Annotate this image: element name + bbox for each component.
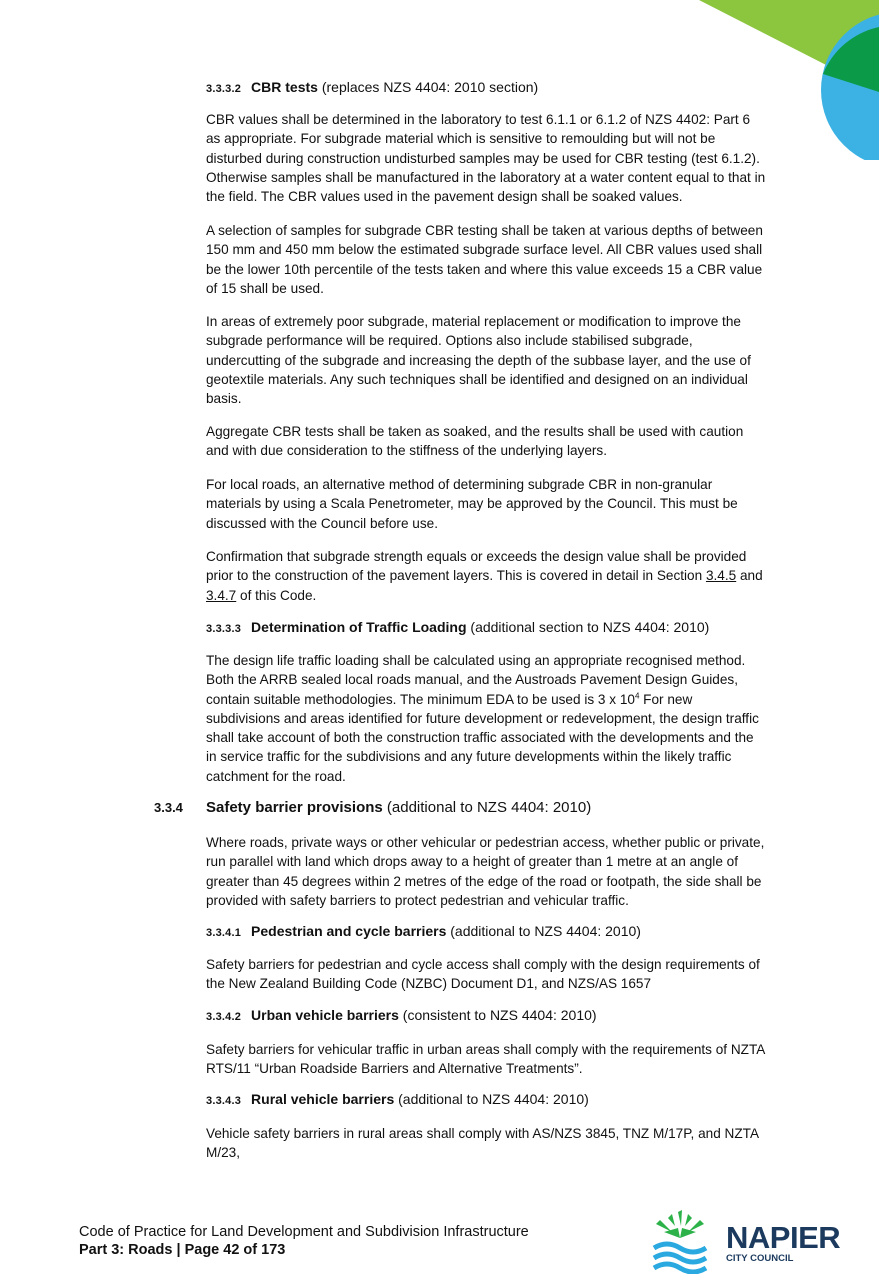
section-note: (additional section to NZS 4404: 2010) (470, 619, 710, 635)
section-link-3-4-5[interactable]: 3.4.5 (705, 568, 737, 584)
section-note: (additional to NZS 4404: 2010) (450, 923, 641, 939)
leaf-shape (680, 1228, 696, 1238)
superscript: 4 (634, 691, 640, 701)
section-title: Pedestrian and cycle barriers (251, 923, 447, 939)
napier-logo-text (726, 1222, 840, 1265)
text-line: CBR values shall be determined in the laboratory to test 6.1.1 or 6.1.2 of NZS 4402: Part 6 (206, 112, 751, 127)
text-run: prior to the construction of the pavement layers. This is covered in detail in Section (206, 568, 706, 584)
paragraph-urban-barriers (206, 1040, 806, 1079)
heading-3-3-4-3 (206, 1090, 589, 1110)
paragraph-traffic-loading (206, 651, 806, 786)
section-number: 3.3.4.1 (206, 927, 242, 939)
text-line: geotextile materials. Any such techniques shall be identified and designed on an individual (206, 371, 748, 387)
text-line: Safety barriers for pedestrian and cycle access shall comply with the design requirements of (206, 957, 760, 972)
paragraph-cbr-values (206, 110, 806, 206)
paragraph-pedestrian-barriers (206, 955, 806, 994)
leaf-shape (664, 1228, 680, 1238)
paragraph-rural-barriers (206, 1124, 806, 1163)
wave-shape (654, 1254, 706, 1262)
leaf-shape (678, 1210, 682, 1226)
text-line: disturbed during construction undisturbed samples may be used for CBR testing (test 6.1.2). (206, 150, 760, 166)
text-line: 150 mm and 450 mm below the estimated subgrade surface level. All CBR values used shall (206, 242, 763, 258)
leaf-shape (685, 1214, 692, 1226)
text-line: the field. The CBR values used in the pavement design shall be soaked values. (206, 189, 683, 205)
text-line: Vehicle safety barriers in rural areas shall comply with AS/NZS 3845, TNZ M/17P, and NZTA (206, 1126, 760, 1141)
section-link-3-4-7[interactable]: 3.4.7 (206, 587, 237, 603)
text-line: materials by using a Scala Penetrometer, may be approved by the Council. This must be (206, 496, 738, 512)
text-run: For new (639, 691, 693, 707)
text-line: run parallel with land which drops away to a height of greater than 1 metre at an angle of (206, 854, 738, 870)
text-line: basis. (206, 391, 242, 407)
text-line: and with due consideration to the stiffness of the underlying layers. (206, 443, 608, 459)
text-line: be the lower 10th percentile of the tests taken and where this value exceeds 15 a CBR value (206, 261, 763, 277)
leaf-shape (668, 1214, 675, 1226)
section-number: 3.3.4.2 (206, 1011, 242, 1023)
text-line: M/23, (206, 1145, 240, 1161)
section-title: Safety barrier provisions (206, 799, 383, 816)
section-title: Determination of Traffic Loading (251, 619, 467, 635)
text-line: Where roads, private ways or other vehicular or pedestrian access, whether public or private, (206, 835, 765, 850)
heading-3-3-3-2 (206, 78, 538, 98)
logo-subtitle: CITY COUNCIL (726, 1253, 794, 1264)
text-line: shall take account of both the construction traffic associated with the developments and the (206, 730, 754, 746)
text-line: catchment for the road. (206, 768, 346, 784)
section-note: (additional to NZS 4404: 2010) (386, 799, 592, 816)
text-line: provided with safety barriers to protect pedestrian and vehicular traffic. (206, 892, 629, 908)
leaf-shape (656, 1220, 672, 1232)
text-line: A selection of samples for subgrade CBR testing shall be taken at various depths of between (206, 223, 763, 238)
paragraph-poor-subgrade (206, 312, 806, 408)
text-line: Aggregate CBR tests shall be taken as soaked, and the results shall be used with caution (206, 424, 744, 439)
section-title: Rural vehicle barriers (251, 1091, 395, 1107)
text-line: the New Zealand Building Code (NZBC) Document D1, and NZS/AS 1657 (206, 976, 652, 992)
paragraph-local-roads (206, 475, 806, 533)
text-line (206, 586, 806, 605)
leaf-shape (688, 1220, 704, 1232)
text-line: discussed with the Council before use. (206, 515, 438, 531)
text-line: undercutting of the subgrade and increasing the depth of the subbase layer, and the use of (206, 352, 751, 368)
text-line: RTS/11 “Urban Roadside Barriers and Alternative Treatments”. (206, 1061, 583, 1077)
section-number: 3.3.4.3 (206, 1095, 242, 1107)
text-line: subdivisions and areas identified for future development or redevelopment, the design traffic (206, 710, 759, 726)
section-number: 3.3.4 (154, 800, 183, 815)
text-line: subgrade performance will be required. Options also include stabilised subgrade, (206, 333, 693, 349)
text-line (206, 566, 806, 585)
text-line: as appropriate. For subgrade material which is sensitive to remoulding but will not be (206, 131, 716, 147)
page-footer (79, 1223, 529, 1259)
section-number: 3.3.3.3 (206, 623, 242, 635)
section-note: (additional to NZS 4404: 2010) (398, 1091, 589, 1107)
text-line: Both the ARRB sealed local roads manual, and the Austroads Pavement Design Guides, (206, 672, 738, 688)
text-line: Safety barriers for vehicular traffic in urban areas shall comply with the requirements of NZTA (206, 1042, 766, 1057)
text-line: For local roads, an alternative method of determining subgrade CBR in non-granular (206, 477, 713, 492)
text-line: of 15 shall be used. (206, 280, 324, 296)
text-line: greater than 45 degrees within 2 metres of the edge of the road or footpath, the side shall be (206, 873, 762, 889)
text-line: In areas of extremely poor subgrade, material replacement or modification to improve the (206, 314, 741, 329)
heading-3-3-3-3 (206, 618, 709, 638)
heading-3-3-4-1 (206, 922, 641, 942)
paragraph-confirmation (206, 547, 806, 605)
paragraph-safety-barriers (206, 833, 806, 910)
section-title: CBR tests (251, 79, 318, 95)
text-line (206, 690, 806, 709)
text-line: Otherwise samples shall be manufactured in the laboratory at a water content equal to that in (206, 169, 766, 185)
section-note: (consistent to NZS 4404: 2010) (402, 1007, 597, 1023)
text-run: of this Code. (236, 587, 317, 603)
text-line: The design life traffic loading shall be calculated using an appropriate recognised method. (206, 653, 746, 668)
footer-page-info: Part 3: Roads | Page 42 of 173 (79, 1242, 286, 1258)
heading-3-3-4 (154, 798, 591, 818)
section-number: 3.3.3.2 (206, 83, 242, 95)
text-run: contain suitable methodologies. The minimum EDA to be used is 3 x 10 (206, 691, 635, 707)
text-line: in service traffic for the subdivisions and any future developments within the likely traffic (206, 749, 732, 765)
text-run: and (736, 568, 763, 584)
heading-3-3-4-2 (206, 1006, 597, 1026)
wave-shape (654, 1264, 706, 1272)
section-note: (replaces NZS 4404: 2010 section) (321, 79, 539, 95)
wave-shape (654, 1244, 706, 1252)
footer-document-title: Code of Practice for Land Development and Subdivision Infrastructure (79, 1224, 529, 1240)
paragraph-aggregate-cbr (206, 422, 806, 461)
logo-name: NAPIER (726, 1220, 841, 1255)
text-line: Confirmation that subgrade strength equals or exceeds the design value shall be provided (206, 549, 747, 564)
paragraph-sample-selection (206, 221, 806, 298)
section-title: Urban vehicle barriers (251, 1007, 399, 1023)
